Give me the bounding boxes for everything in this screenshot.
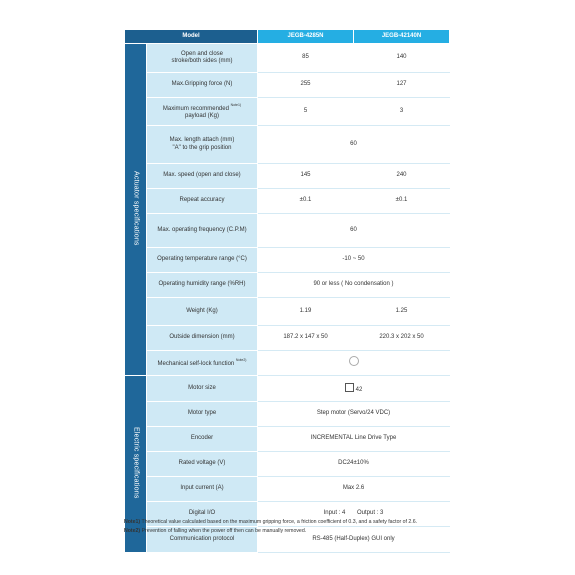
cell-merged: 60 — [258, 126, 450, 164]
table-row — [125, 326, 450, 351]
row-label: Motor size — [147, 376, 258, 402]
cell-a: 255 — [258, 73, 354, 98]
cell-a: 85 — [258, 44, 354, 73]
cell-merged: -10 ~ 50 — [258, 248, 450, 273]
cell-b: 140 — [354, 44, 450, 73]
table-row — [125, 164, 450, 189]
table-row — [125, 427, 450, 452]
cell-a: ±0.1 — [258, 189, 354, 214]
cell-a: 145 — [258, 164, 354, 189]
row-label: Motor type — [147, 402, 258, 427]
cell-merged: Max 2.6 — [258, 477, 450, 502]
cell-merged: 60 — [258, 214, 450, 248]
cell-b: 1.25 — [354, 298, 450, 326]
row-label: Weight (Kg) — [147, 298, 258, 326]
cell-b: 240 — [354, 164, 450, 189]
cell-merged: INCREMENTAL Line Drive Type — [258, 427, 450, 452]
spec-table — [124, 29, 450, 553]
row-label: Max. operating frequency (C.P.M) — [147, 214, 258, 248]
table-row — [125, 376, 450, 402]
note-marker: Note2) — [235, 357, 247, 362]
table-row — [125, 273, 450, 298]
table-row — [125, 298, 450, 326]
row-label: Encoder — [147, 427, 258, 452]
product-a-header: JEGB-4285N — [258, 30, 354, 44]
note-2: Note2) Prevention of falling when the power off then can be manually removed. — [124, 527, 307, 534]
table-row — [125, 402, 450, 427]
note-marker: Note1) — [230, 102, 242, 107]
cell-b: 220.3 x 202 x 50 — [354, 326, 450, 351]
row-label: Outside dimension (mm) — [147, 326, 258, 351]
cell-b: 127 — [354, 73, 450, 98]
row-label: Mechanical self-lock function $^{Note2)}$ — [147, 351, 258, 376]
product-b-header: JEGB-42140N — [354, 30, 450, 44]
cell-merged: 90 or less ( No condensation ) — [258, 273, 450, 298]
square-icon — [345, 383, 354, 392]
cell-a: 5 — [258, 98, 354, 126]
table-row — [125, 248, 450, 273]
table-row — [125, 477, 450, 502]
row-label: Input current (A) — [147, 477, 258, 502]
row-label: Rated voltage (V) — [147, 452, 258, 477]
row-label: Max.Gripping force (N) — [147, 73, 258, 98]
row-label: Max. speed (open and close) — [147, 164, 258, 189]
cell-merged: DC24±10% — [258, 452, 450, 477]
cell-a: 187.2 x 147 x 50 — [258, 326, 354, 351]
table-row — [125, 452, 450, 477]
row-label: Open and close stroke/both sides (mm) — [147, 44, 258, 73]
cell-merged: RS-485 (Half-Duplex) GUI only — [258, 527, 450, 553]
row-label: Communication protocol — [147, 527, 258, 553]
cell-b: ±0.1 — [354, 189, 450, 214]
circle-icon — [349, 356, 359, 366]
row-label: Maximum recommended $^{Note1)}$ payload (Kg) — [147, 98, 258, 126]
footnotes — [124, 518, 564, 535]
table-row — [125, 351, 450, 376]
actuator-group-label: Actuator specifications — [125, 44, 147, 376]
electric-group-label: Electric specifications — [125, 376, 147, 553]
model-header: Model — [125, 30, 258, 44]
table-row — [125, 214, 450, 248]
cell-merged: 42 — [258, 376, 450, 402]
row-label: Operating temperature range (°C) — [147, 248, 258, 273]
row-label: Digital I/O — [147, 502, 258, 527]
row-label: Max. length attach (mm) "A" to the grip position — [147, 126, 258, 164]
cell-merged: Step motor (Servo/24 VDC) — [258, 402, 450, 427]
row-label: Repeat accuracy — [147, 189, 258, 214]
row-label: Operating humidity range (%RH) — [147, 273, 258, 298]
cell-b: 3 — [354, 98, 450, 126]
cell-merged: Input : 4 Output : 3 — [258, 502, 450, 527]
table-row — [125, 126, 450, 164]
table-row — [125, 189, 450, 214]
header-row — [125, 30, 450, 44]
table-row — [125, 44, 450, 73]
table-row — [125, 73, 450, 98]
note-1: Note1) Theoretical value calculated based on the maximum gripping force, a friction coefficient of 0.3, and a safety factor of 2.6. — [124, 519, 418, 525]
cell-a: 1.19 — [258, 298, 354, 326]
table-row — [125, 98, 450, 126]
cell-merged — [258, 351, 450, 376]
